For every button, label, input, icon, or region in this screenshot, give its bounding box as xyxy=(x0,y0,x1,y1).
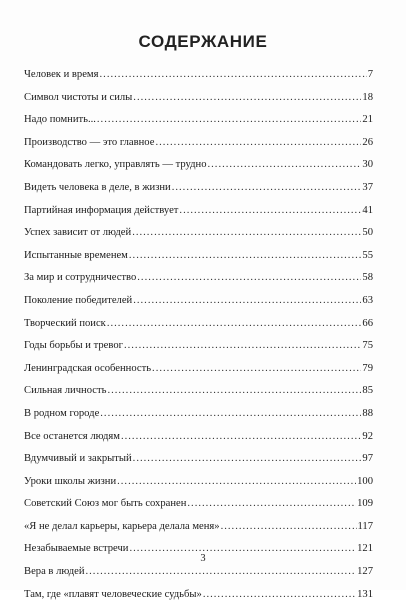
toc-entry xyxy=(24,516,373,539)
toc-entry xyxy=(24,245,373,268)
toc-entry xyxy=(24,471,373,494)
toc-entry-page: 55 xyxy=(362,249,373,261)
toc-entry-page: 121 xyxy=(357,543,373,555)
toc-entry-page: 18 xyxy=(362,91,373,103)
toc-entry xyxy=(24,403,373,426)
toc-entry-title: Поколение победителей xyxy=(24,294,133,306)
dot-leader xyxy=(121,430,361,444)
toc-entry-title: Там, где «плавят человеческие судьбы» xyxy=(24,588,202,600)
toc-entry-page: 41 xyxy=(362,204,373,216)
table-of-contents xyxy=(24,64,373,606)
toc-entry-page: 117 xyxy=(357,520,373,532)
toc-entry-title: «Я не делал карьеры, карьера делала меня» xyxy=(24,520,220,532)
dot-leader xyxy=(208,158,362,172)
toc-entry xyxy=(24,335,373,358)
toc-entry-page: 79 xyxy=(362,362,373,374)
toc-entry-title: Творческий поиск xyxy=(24,317,106,329)
toc-entry-title: Командовать легко, управлять — трудно xyxy=(24,159,207,171)
toc-entry-title: В родном городе xyxy=(24,407,100,419)
dot-leader xyxy=(132,226,361,240)
toc-entry-page: 37 xyxy=(362,181,373,193)
dot-leader xyxy=(137,271,361,285)
toc-entry-page: 75 xyxy=(362,340,373,352)
dot-leader xyxy=(152,362,361,376)
toc-entry-title: Успех зависит от людей xyxy=(24,227,132,239)
toc-entry-title: Производство — это главное xyxy=(24,136,155,148)
toc-entry-title: Незабываемые встречи xyxy=(24,543,129,555)
dot-leader xyxy=(129,249,362,263)
dot-leader xyxy=(107,384,361,398)
toc-entry xyxy=(24,313,373,336)
dot-leader xyxy=(155,136,361,150)
toc-entry-title: Видеть человека в деле, в жизни xyxy=(24,181,171,193)
dot-leader xyxy=(117,475,356,489)
toc-entry-title: Надо помнить... xyxy=(24,114,96,126)
toc-entry xyxy=(24,448,373,471)
dot-leader xyxy=(179,204,361,218)
toc-entry-page: 7 xyxy=(367,69,373,80)
toc-entry-page: 66 xyxy=(362,317,373,329)
toc-entry xyxy=(24,177,373,200)
dot-leader xyxy=(107,317,362,331)
dot-leader xyxy=(86,565,357,579)
toc-entry-title: Уроки школы жизни xyxy=(24,475,117,487)
toc-entry xyxy=(24,584,373,606)
toc-entry-page: 100 xyxy=(357,475,373,487)
toc-entry xyxy=(24,426,373,449)
toc-entry-page: 97 xyxy=(362,453,373,465)
toc-entry-title: Символ чистоты и силы xyxy=(24,91,133,103)
contents-heading: СОДЕРЖАНИЕ xyxy=(138,32,268,51)
dot-leader xyxy=(172,181,362,195)
toc-entry xyxy=(24,267,373,290)
toc-entry xyxy=(24,154,373,177)
toc-entry-page: 131 xyxy=(357,588,373,600)
toc-entry-page: 109 xyxy=(357,498,373,510)
toc-entry-page: 92 xyxy=(362,430,373,442)
page-number: 3 xyxy=(200,553,206,564)
toc-entry-title: Партийная информация действует xyxy=(24,204,179,216)
dot-leader xyxy=(187,497,356,511)
toc-entry xyxy=(24,132,373,155)
toc-entry-title: Ленинградская особенность xyxy=(24,362,152,374)
dot-leader xyxy=(133,91,361,105)
toc-entry-page: 85 xyxy=(362,385,373,397)
dot-leader xyxy=(124,339,361,353)
dot-leader xyxy=(100,68,367,82)
toc-entry xyxy=(24,109,373,132)
toc-entry-page: 63 xyxy=(362,294,373,306)
toc-entry-page: 127 xyxy=(357,566,373,578)
toc-entry xyxy=(24,87,373,110)
toc-entry xyxy=(24,200,373,223)
toc-entry-title: Советский Союз мог быть сохранен xyxy=(24,498,187,510)
toc-entry-page: 58 xyxy=(362,272,373,284)
toc-entry-title: Человек и время xyxy=(24,69,99,80)
toc-entry-page: 88 xyxy=(362,407,373,419)
toc-entry xyxy=(24,380,373,403)
dot-leader xyxy=(221,520,357,534)
toc-entry xyxy=(24,493,373,516)
toc-entry xyxy=(24,561,373,584)
toc-entry-page: 26 xyxy=(362,136,373,148)
toc-entry-page: 50 xyxy=(362,227,373,239)
toc-entry-title: Испытанные временем xyxy=(24,249,128,261)
toc-entry-title: Годы борьбы и тревог xyxy=(24,340,123,352)
toc-entry xyxy=(24,358,373,381)
dot-leader xyxy=(133,452,362,466)
toc-entry xyxy=(24,64,373,87)
dot-leader xyxy=(133,294,361,308)
toc-entry-title: Вдумчивый и закрытый xyxy=(24,453,132,465)
toc-entry-title: Сильная личность xyxy=(24,385,107,397)
dot-leader xyxy=(100,407,361,421)
toc-entry xyxy=(24,290,373,313)
toc-entry-page: 21 xyxy=(362,114,373,126)
toc-entry-title: За мир и сотрудничество xyxy=(24,272,137,284)
toc-entry-title: Вера в людей xyxy=(24,566,85,578)
dot-leader xyxy=(97,113,362,127)
toc-entry-title: Все останется людям xyxy=(24,430,120,442)
toc-entry xyxy=(24,222,373,245)
toc-entry-page: 30 xyxy=(362,159,373,171)
